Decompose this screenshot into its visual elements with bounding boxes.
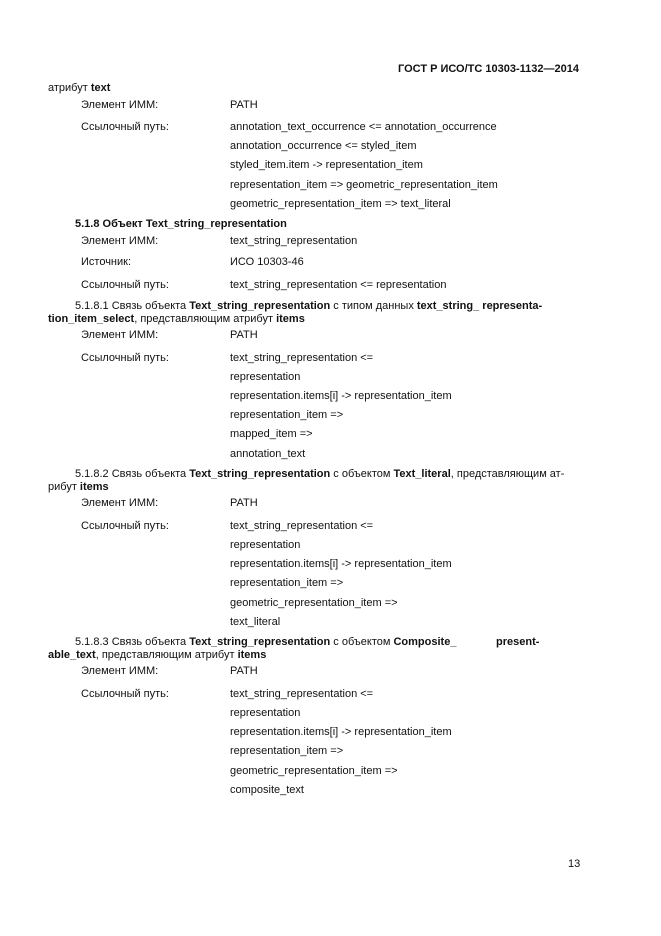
- path-line: composite_text: [230, 784, 304, 796]
- path-line: representation: [230, 371, 301, 383]
- path-line: mapped_item =>: [230, 428, 313, 440]
- section-heading: 5.1.8 Объект Text_string_representation: [75, 218, 287, 230]
- path-line: annotation_occurrence <= styled_item: [230, 140, 417, 152]
- label-element: Элемент ИММ:: [81, 329, 159, 341]
- label-ref-path: Ссылочный путь:: [81, 688, 169, 700]
- path-line: text_string_representation <=: [230, 688, 374, 700]
- subsection-heading-line1: 5.1.8.3 Связь объекта Text_string_representation с объектом Composite_: [75, 636, 457, 648]
- label-source: Источник:: [81, 256, 132, 268]
- value-element: PATH: [230, 99, 258, 111]
- path-line: representation_item =>: [230, 409, 344, 421]
- path-line: text_string_representation <=: [230, 352, 374, 364]
- path-line: styled_item.item -> representation_item: [230, 159, 423, 171]
- label-ref-path: Ссылочный путь:: [81, 520, 169, 532]
- label-ref-path: Ссылочный путь:: [81, 279, 169, 291]
- path-line: geometric_representation_item => text_literal: [230, 198, 451, 210]
- path-line: representation_item =>: [230, 745, 344, 757]
- path-line: representation: [230, 539, 301, 551]
- label-element: Элемент ИММ:: [81, 497, 159, 509]
- subsection-heading-line2: able_text, представляющим атрибут items: [48, 649, 267, 661]
- value-element: PATH: [230, 665, 258, 677]
- label-element: Элемент ИММ:: [81, 235, 159, 247]
- value-element: PATH: [230, 329, 258, 341]
- page-number: 13: [568, 858, 581, 870]
- attribute-line: атрибут text: [48, 82, 111, 94]
- label-element: Элемент ИММ:: [81, 99, 159, 111]
- label-element: Элемент ИММ:: [81, 665, 159, 677]
- label-ref-path: Ссылочный путь:: [81, 352, 169, 364]
- path-line: text_literal: [230, 616, 281, 628]
- value-source: ИСО 10303-46: [230, 256, 304, 268]
- path-line: representation_item => geometric_representation_item: [230, 179, 498, 191]
- subsection-heading-line1: 5.1.8.1 Связь объекта Text_string_representation с типом данных text_string_ representa-: [75, 300, 543, 312]
- path-line: text_string_representation <=: [230, 520, 374, 532]
- path-line: annotation_text: [230, 448, 306, 460]
- path-line: representation.items[i] -> representation_item: [230, 390, 452, 402]
- path-line: representation: [230, 707, 301, 719]
- value-element: PATH: [230, 497, 258, 509]
- path-line: representation.items[i] -> representation_item: [230, 726, 452, 738]
- document-header: ГОСТ Р ИСО/ТС 10303-1132—2014: [398, 63, 579, 75]
- subsection-heading-word: present-: [496, 636, 540, 648]
- path-line: text_string_representation <= representation: [230, 279, 447, 291]
- label-ref-path: Ссылочный путь:: [81, 121, 169, 133]
- path-line: geometric_representation_item =>: [230, 765, 398, 777]
- path-line: geometric_representation_item =>: [230, 597, 398, 609]
- subsection-heading-line1: 5.1.8.2 Связь объекта Text_string_representation с объектом Text_literal, представляющим ат-: [75, 468, 565, 480]
- path-line: annotation_text_occurrence <= annotation_occurrence: [230, 121, 497, 133]
- value-element: text_string_representation: [230, 235, 358, 247]
- path-line: representation.items[i] -> representation_item: [230, 558, 452, 570]
- subsection-heading-line2: рибут items: [48, 481, 109, 493]
- path-line: representation_item =>: [230, 577, 344, 589]
- subsection-heading-line2: tion_item_select, представляющим атрибут items: [48, 313, 305, 325]
